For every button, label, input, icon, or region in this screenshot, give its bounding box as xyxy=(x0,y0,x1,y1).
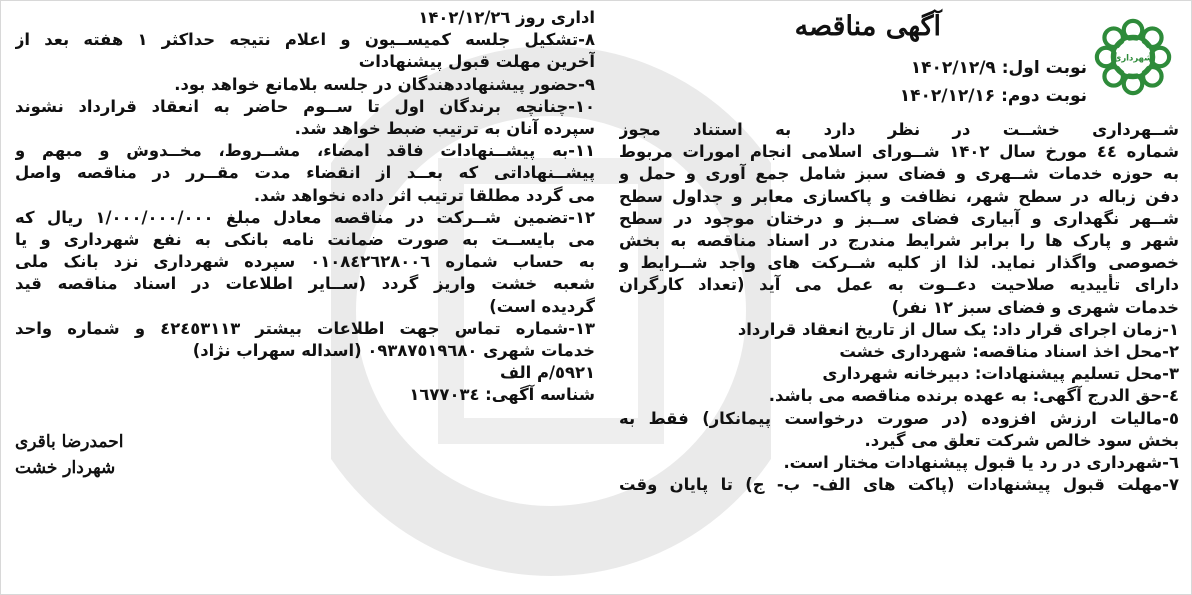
body-line: شــهرداری خشــت در نظر دارد به استناد مجوز xyxy=(619,120,1179,139)
signature-name: احمدرضا باقری xyxy=(15,431,124,452)
svg-text:شهرداری: شهرداری xyxy=(1113,52,1153,63)
clause-13-cont: خدمات شهری ۰۹۳۸۷٥۱۹٦۸۰ (اسداله سهراب نژاد) xyxy=(192,341,595,361)
notice-header xyxy=(619,7,1179,119)
clause-13: ۱۳-شماره تماس جهت اطلاعات بیشتر ٤۲٤٥۳۱۱۳ و شماره واحد xyxy=(15,318,595,338)
clause-8-cont: آخرین مهلت قبول پیشنهادات xyxy=(358,52,595,72)
clause-11-cont: پیشــنهاداتی که بعــد از انقضاء مدت مقــرر در مناقصه واصل xyxy=(15,163,595,183)
notice-title: آگهی مناقصه xyxy=(794,11,941,42)
clause-3: ۳-محل تسلیم پیشنهادات: دبیرخانه شهرداری xyxy=(822,364,1179,384)
clause-12: ۱۲-تضمین شــرکت در مناقصه معادل مبلغ ۱/۰۰۰/۰۰۰/۰۰۰ ریال که xyxy=(15,207,595,227)
clause-11-end: می گردد مطلقا ترتیب اثر داده نخواهد شد. xyxy=(253,185,595,205)
body-line: خدمات شهری و فضای سبز ۱۲ نفر) xyxy=(891,297,1179,317)
signature-block xyxy=(15,429,595,481)
clause-5: ٥-مالیات ارزش افزوده (در صورت درخواست پیمانکار) فقط به xyxy=(619,408,1179,428)
first-round-date: نوبت اول: ۱۴۰۲/۱۲/۹ xyxy=(910,58,1087,78)
clause-9: ۹-حضور پیشنهاددهندگان در جلسه بلامانع خواهد بود. xyxy=(174,74,595,94)
body-line: به حوزه خدمات شــهری و فضای سبز شامل جمع آوری و حمل و xyxy=(619,164,1179,184)
clause-7-cont: اداری روز ۱۴۰۲/۱۲/۲٦ xyxy=(418,8,595,27)
clause-6: ٦-شهرداری در رد یا قبول پیشنهادات مختار است. xyxy=(783,453,1179,473)
clause-8: ۸-تشکیل جلسه کمیســیون و اعلام نتیجه حداکثر ۱ هفته بعد از xyxy=(15,30,595,50)
body-line: دفن زباله در سطح شهر، نظافت و پاکسازی معابر و جداول سطح xyxy=(619,186,1179,206)
clause-12-cont: می بایســت به صورت ضمانت نامه بانکی به نفع شهرداری و یا xyxy=(15,230,595,250)
left-column xyxy=(15,7,595,481)
clause-4: ٤-حق الدرج آگهی: به عهده برنده مناقصه می باشد. xyxy=(768,386,1179,406)
signature-title: شهردار خشت xyxy=(15,457,116,478)
clause-12-account: به حساب شماره ۰۱۰۸٤۲٦۲۸۰۰٦ سپرده شهرداری نزد بانک ملی xyxy=(15,252,595,272)
clause-10: ۱۰-چنانچه برندگان اول تا ســوم حاضر به انعقاد قرارداد نشوند xyxy=(15,96,595,116)
clause-2: ۲-محل اخذ اسناد مناقصه: شهرداری خشت xyxy=(839,342,1179,362)
body-line: دارای تأییدیه صلاحیت دعــوت به عمل می آید (تعداد کارگران xyxy=(619,275,1179,295)
body-line: شماره ٤٤ مورخ سال ۱۴۰۲ شــورای اسلامی انجام امورات مربوط xyxy=(619,142,1179,162)
clause-10-cont: سپرده آنان به ترتیب ضبط خواهد شد. xyxy=(294,119,595,139)
clause-11: ۱۱-به پیشــنهادات فاقد امضاء، مشــروط، مخــدوش و مبهم و xyxy=(15,141,595,161)
clause-5-cont: بخش سود خالص شرکت تعلق می گیرد. xyxy=(864,430,1179,450)
second-round-date: نوبت دوم: ۱۴۰۲/۱۲/۱۶ xyxy=(899,86,1087,106)
clause-12-end: گردیده است) xyxy=(489,296,595,316)
municipality-logo-icon xyxy=(1091,15,1175,99)
reference-number: ٥۹۲۱/م الف xyxy=(499,363,595,383)
right-column xyxy=(619,7,1179,496)
body-line: شــهر نگهداری و آبیاری فضای ســبز و درختان موجود در سطح xyxy=(619,208,1179,228)
body-line: خصوصی واگذار نماید. لذا از کلیه شــرکت های واجد شــرایط و xyxy=(619,253,1179,273)
clause-7: ۷-مهلت قبول پیشنهادات (پاکت های الف- ب- ج) تا پایان وقت xyxy=(619,475,1179,495)
clause-1: ۱-زمان اجرای قرار داد: یک سال از تاریخ انعقاد قرارداد xyxy=(737,319,1179,339)
body-line: شهر و پارک ها را برابر شرایط مندرج در اسناد مناقصه به بخش xyxy=(619,231,1179,251)
notice-id: شناسه آگهی: ۱٦۷۷۰۳٤ xyxy=(409,385,595,405)
clause-12-branch: شعبه خشت واریز گردد (ســایر اطلاعات در اسناد مناقصه قید xyxy=(15,274,595,294)
